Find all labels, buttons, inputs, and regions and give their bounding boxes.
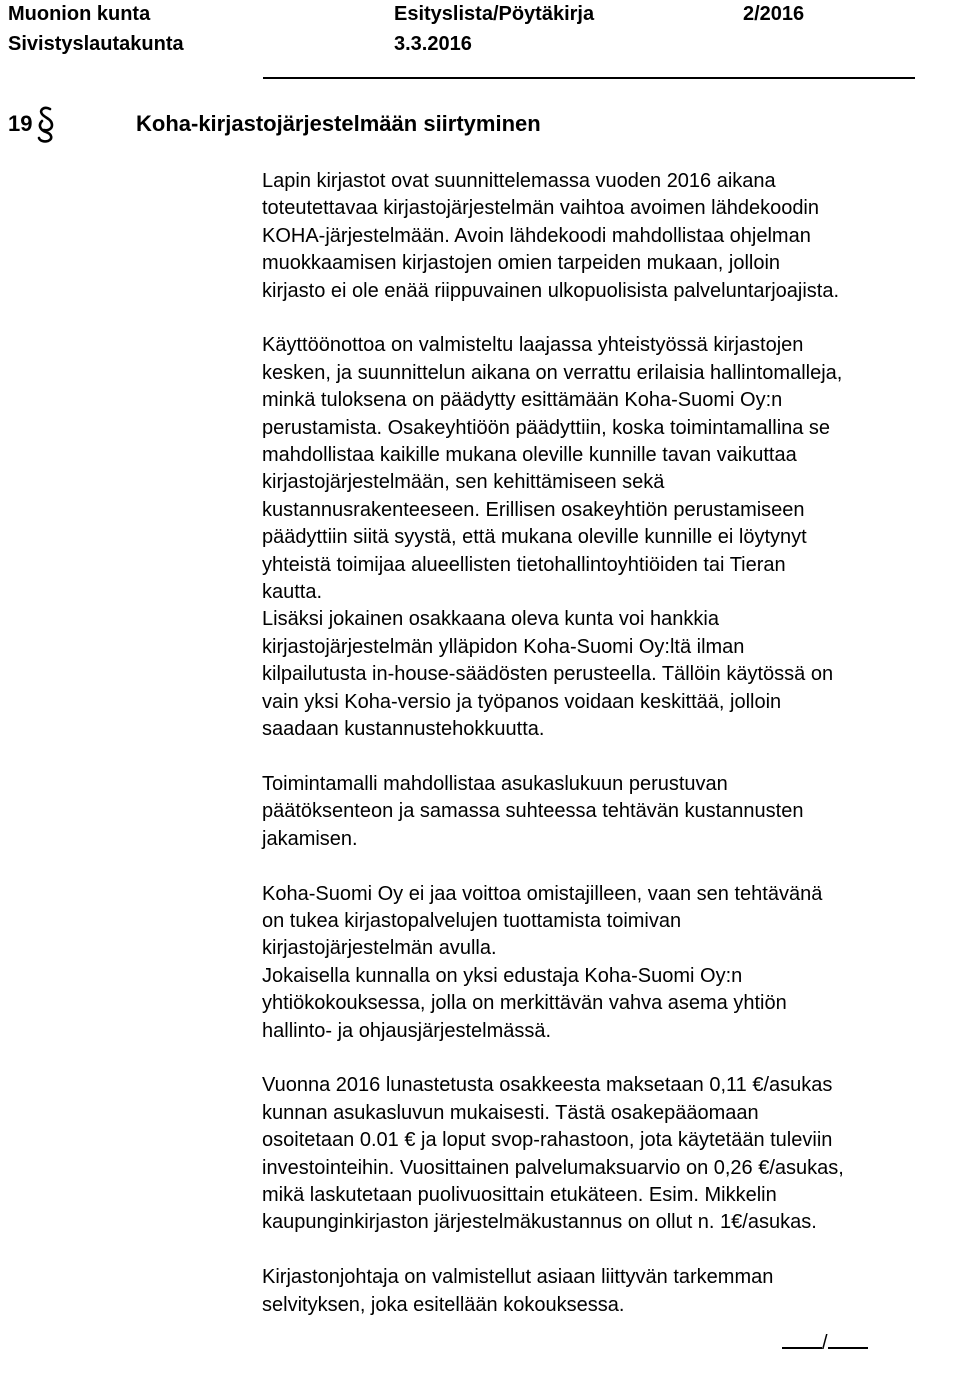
document-type: Esityslista/Pöytäkirja (394, 3, 595, 25)
document-body (262, 168, 954, 1319)
section-sign-icon (34, 103, 58, 143)
paragraph-library-system-change: Lapin kirjastot ovat suunnittelemassa vuoden 2016 aikana toteutettavaa kirjastojärjestelmän vaihtoa avoimen lähdekoodin KOHA-järjestelmään. Avoin lähdekoodi mahdollistaa ohjelman muokkaamisen kirjastojen omien tarpeiden mukaan, jolloin kirjasto ei ole enää riippuvainen ulkopuolisista palveluntarjoajista. (262, 170, 840, 302)
initials-blank-left (782, 1327, 822, 1349)
section-number: 19 (8, 111, 33, 136)
initials-line (782, 1327, 868, 1357)
paragraph-preparation: Käyttöönottoa on valmisteltu laajassa yhteistyössä kirjastojen kesken, ja suunnittelun aikana on verrattu erilaisia hallintomalleja, minkä tuloksena on päädytty esittämään Koha-Suomi Oy:n perustamista. Osakeyhtiöön päädyttiin, koska toimintamallina se mahdollistaa kaikille mukana oleville kunnille tavan vaikuttaa kirjastojärjestelmään, sen kehittämiseen sekä kustannusrakenteeseen. Erillisen osakeyhtiön perustamiseen päädyttiin siitä syystä, että mukana oleville kunnille ei löytynyt yhteistä toimijaa alueellisten tietohallintoyhtiöiden tai Tieran kautta. Lisäksi jokainen osakkaana oleva kunta voi hankkia kirjastojärjestelmän ylläpidon Koha-Suomi Oy:ltä ilman kilpailutusta in-house-säädösten perusteella. Tällöin käytössä on vain yksi Koha-versio ja työpanos voidaan keskittää, jolloin saadaan kustannustehokkuutta. (262, 334, 843, 741)
paragraph-report: Kirjastonjohtaja on valmistellut asiaan liittyvän tarkemman selvityksen, joka esitellään kokouksessa. (262, 1266, 774, 1316)
paragraph-company-purpose: Koha-Suomi Oy ei jaa voittoa omistajilleen, vaan sen tehtävänä on tukea kirjastopalvelujen tuottamista toimivan kirjastojärjestelmän avulla. Jokaisella kunnalla on yksi edustaja Koha-Suomi Oy:n yhtiökokouksessa, jolla on merkittävän vahva asema yhtiön hallinto- ja ohjausjärjestelmässä. (262, 882, 823, 1042)
paragraph-costs: Vuonna 2016 lunastetusta osakkeesta maksetaan 0,11 €/asukas kunnan asukasluvun mukaisesti. Tästä osakepääomaan osoitetaan 0.01 € ja loput svop-rahastoon, jota käytetään tuleviin investointeihin. Vuosittainen palvelumaksuarvio on 0,26 €/asukas, mikä laskutetaan puolivuosittain etukäteen. Esim. Mikkelin kaupunginkirjaston järjestelmäkustannus on ollut n. 1€/asukas. (262, 1074, 844, 1234)
paragraph-operating-model: Toimintamalli mahdollistaa asukaslukuun perustuvan päätöksenteon ja samassa suhteessa tehtävän kustannusten jakamisen. (262, 772, 804, 850)
header-divider (263, 77, 915, 79)
initials-separator: / (822, 1332, 828, 1354)
section-title: Koha-kirjastojärjestelmään siirtyminen (136, 111, 541, 136)
initials-blank-right (828, 1327, 868, 1349)
document-number: 2/2016 (743, 3, 805, 25)
municipality-name: Muonion kunta (8, 3, 151, 25)
committee-name: Sivistyslautakunta (8, 33, 184, 55)
meeting-date: 3.3.2016 (394, 33, 472, 55)
